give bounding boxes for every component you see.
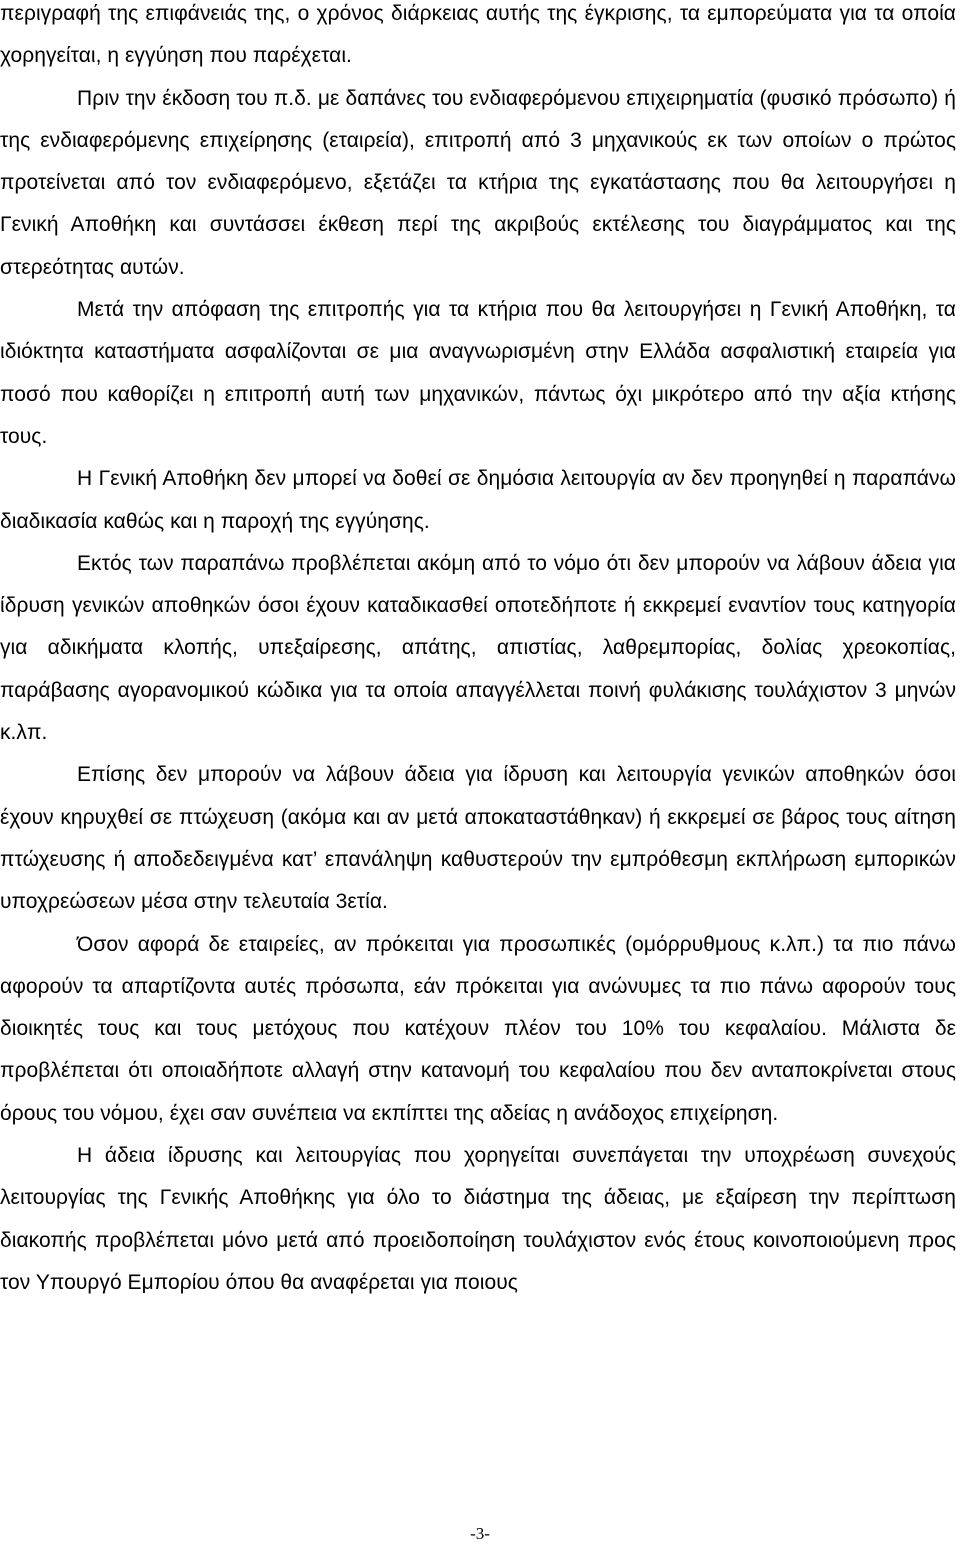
paragraph-bankruptcy-exclusions: Επίσης δεν μπορούν να λάβουν άδεια για ίδρυση και λειτουργία γενικών αποθηκών όσοι έχουν κηρυχθεί σε πτώχευση (ακόμα και αν μετά αποκαταστάθηκαν) ή εκκρεμεί σε βάρος τους αίτηση πτώχευσης ή αποδεδειγμένα κατ’ επανάληψη καθυστερούν την εμπρόθεσμη εκπλήρωση εμπορικών υποχρεώσεων μέσα στην τελευταία 3ετία. bbox=[0, 763, 956, 914]
paragraph-companies: Όσον αφορά δε εταιρείες, αν πρόκειται για προσωπικές (ομόρρυθμους κ.λπ.) τα πιο πάνω αφορούν τα απαρτίζοντα αυτές πρόσωπα, εάν πρόκειται για ανώνυμες τα πιο πάνω αφορούν τους διοικητές τους και τους μετόχους που κατέχουν πλέον του 10% του κεφαλαίου. Μάλιστα δε προβλέπεται ότι οποιαδήποτε αλλαγή στην κατανομή του κεφαλαίου που δεν ανταποκρίνεται στους όρους του νόμου, έχει σαν συνέπεια να εκπίπτει της αδείας η ανάδοχος επιχείρηση. bbox=[0, 932, 956, 1125]
paragraph-license-obligation: Η άδεια ίδρυσης και λειτουργίας που χορηγείται συνεπάγεται την υποχρέωση συνεχούς λειτουργίας της Γενικής Αποθήκης για όλο το διάστημα της άδειας, με εξαίρεση την περίπτωση διακοπής προβλέπεται μόνο μετά από προειδοποίηση τουλάχιστον ενός έτους κοινοποιούμενη προς τον Υπουργό Εμπορίου όπου θα αναφέρεται για ποιους bbox=[0, 1144, 956, 1294]
paragraph-public-operation: Η Γενική Αποθήκη δεν μπορεί να δοθεί σε δημόσια λειτουργία αν δεν προηγηθεί η παραπάνω διαδικασία καθώς και η παροχή της εγγύησης. bbox=[0, 467, 956, 533]
paragraph-continued: περιγραφή της επιφάνειάς της, ο χρόνος διάρκειας αυτής της έγκρισης, τα εμπορεύματα για τα οποία χορηγείται, η εγγύηση που παρέχεται. bbox=[0, 2, 956, 68]
paragraph-committee-decision: Μετά την απόφαση της επιτροπής για τα κτήρια που θα λειτουργήσει η Γενική Αποθήκη, τα ιδιόκτητα καταστήματα ασφαλίζονται σε μια αναγνωρισμένη στην Ελλάδα ασφαλιστική εταιρεία για ποσό που καθορίζει η επιτροπή αυτή των μηχανικών, πάντως όχι μικρότερο από την αξία κτήσης τους. bbox=[0, 298, 956, 448]
paragraph-pd-issuance: Πριν την έκδοση του π.δ. με δαπάνες του ενδιαφερόμενου επιχειρηματία (φυσικό πρόσωπο) ή της ενδιαφερόμενης επιχείρησης (εταιρεία), επιτροπή από 3 μηχανικούς εκ των οποίων ο πρώτος προτείνεται από τον ενδιαφερόμενο, εξετάζει τα κτήρια της εγκατάστασης που θα λειτουργήσει η Γενική Αποθήκη και συντάσσει έκθεση περί της ακριβούς εκτέλεσης του διαγράμματος και της στερεότητας αυτών. bbox=[0, 86, 956, 279]
page-number: -3- bbox=[470, 1524, 490, 1543]
paragraph-license-exclusions: Εκτός των παραπάνω προβλέπεται ακόμη από το νόμο ότι δεν μπορούν να λάβουν άδεια για ίδρυση γενικών αποθηκών όσοι έχουν καταδικασθεί οποτεδήποτε ή εκκρεμεί εναντίον τους κατηγορία για αδικήματα κλοπής, υπεξαίρεσης, απάτης, απιστίας, λαθρεμπορίας, δολίας χρεοκοπίας, παράβασης αγορανομικού κώδικα για τα οποία απαγγέλλεται ποινή φυλάκισης τουλάχιστον 3 μηνών κ.λπ. bbox=[0, 551, 956, 745]
